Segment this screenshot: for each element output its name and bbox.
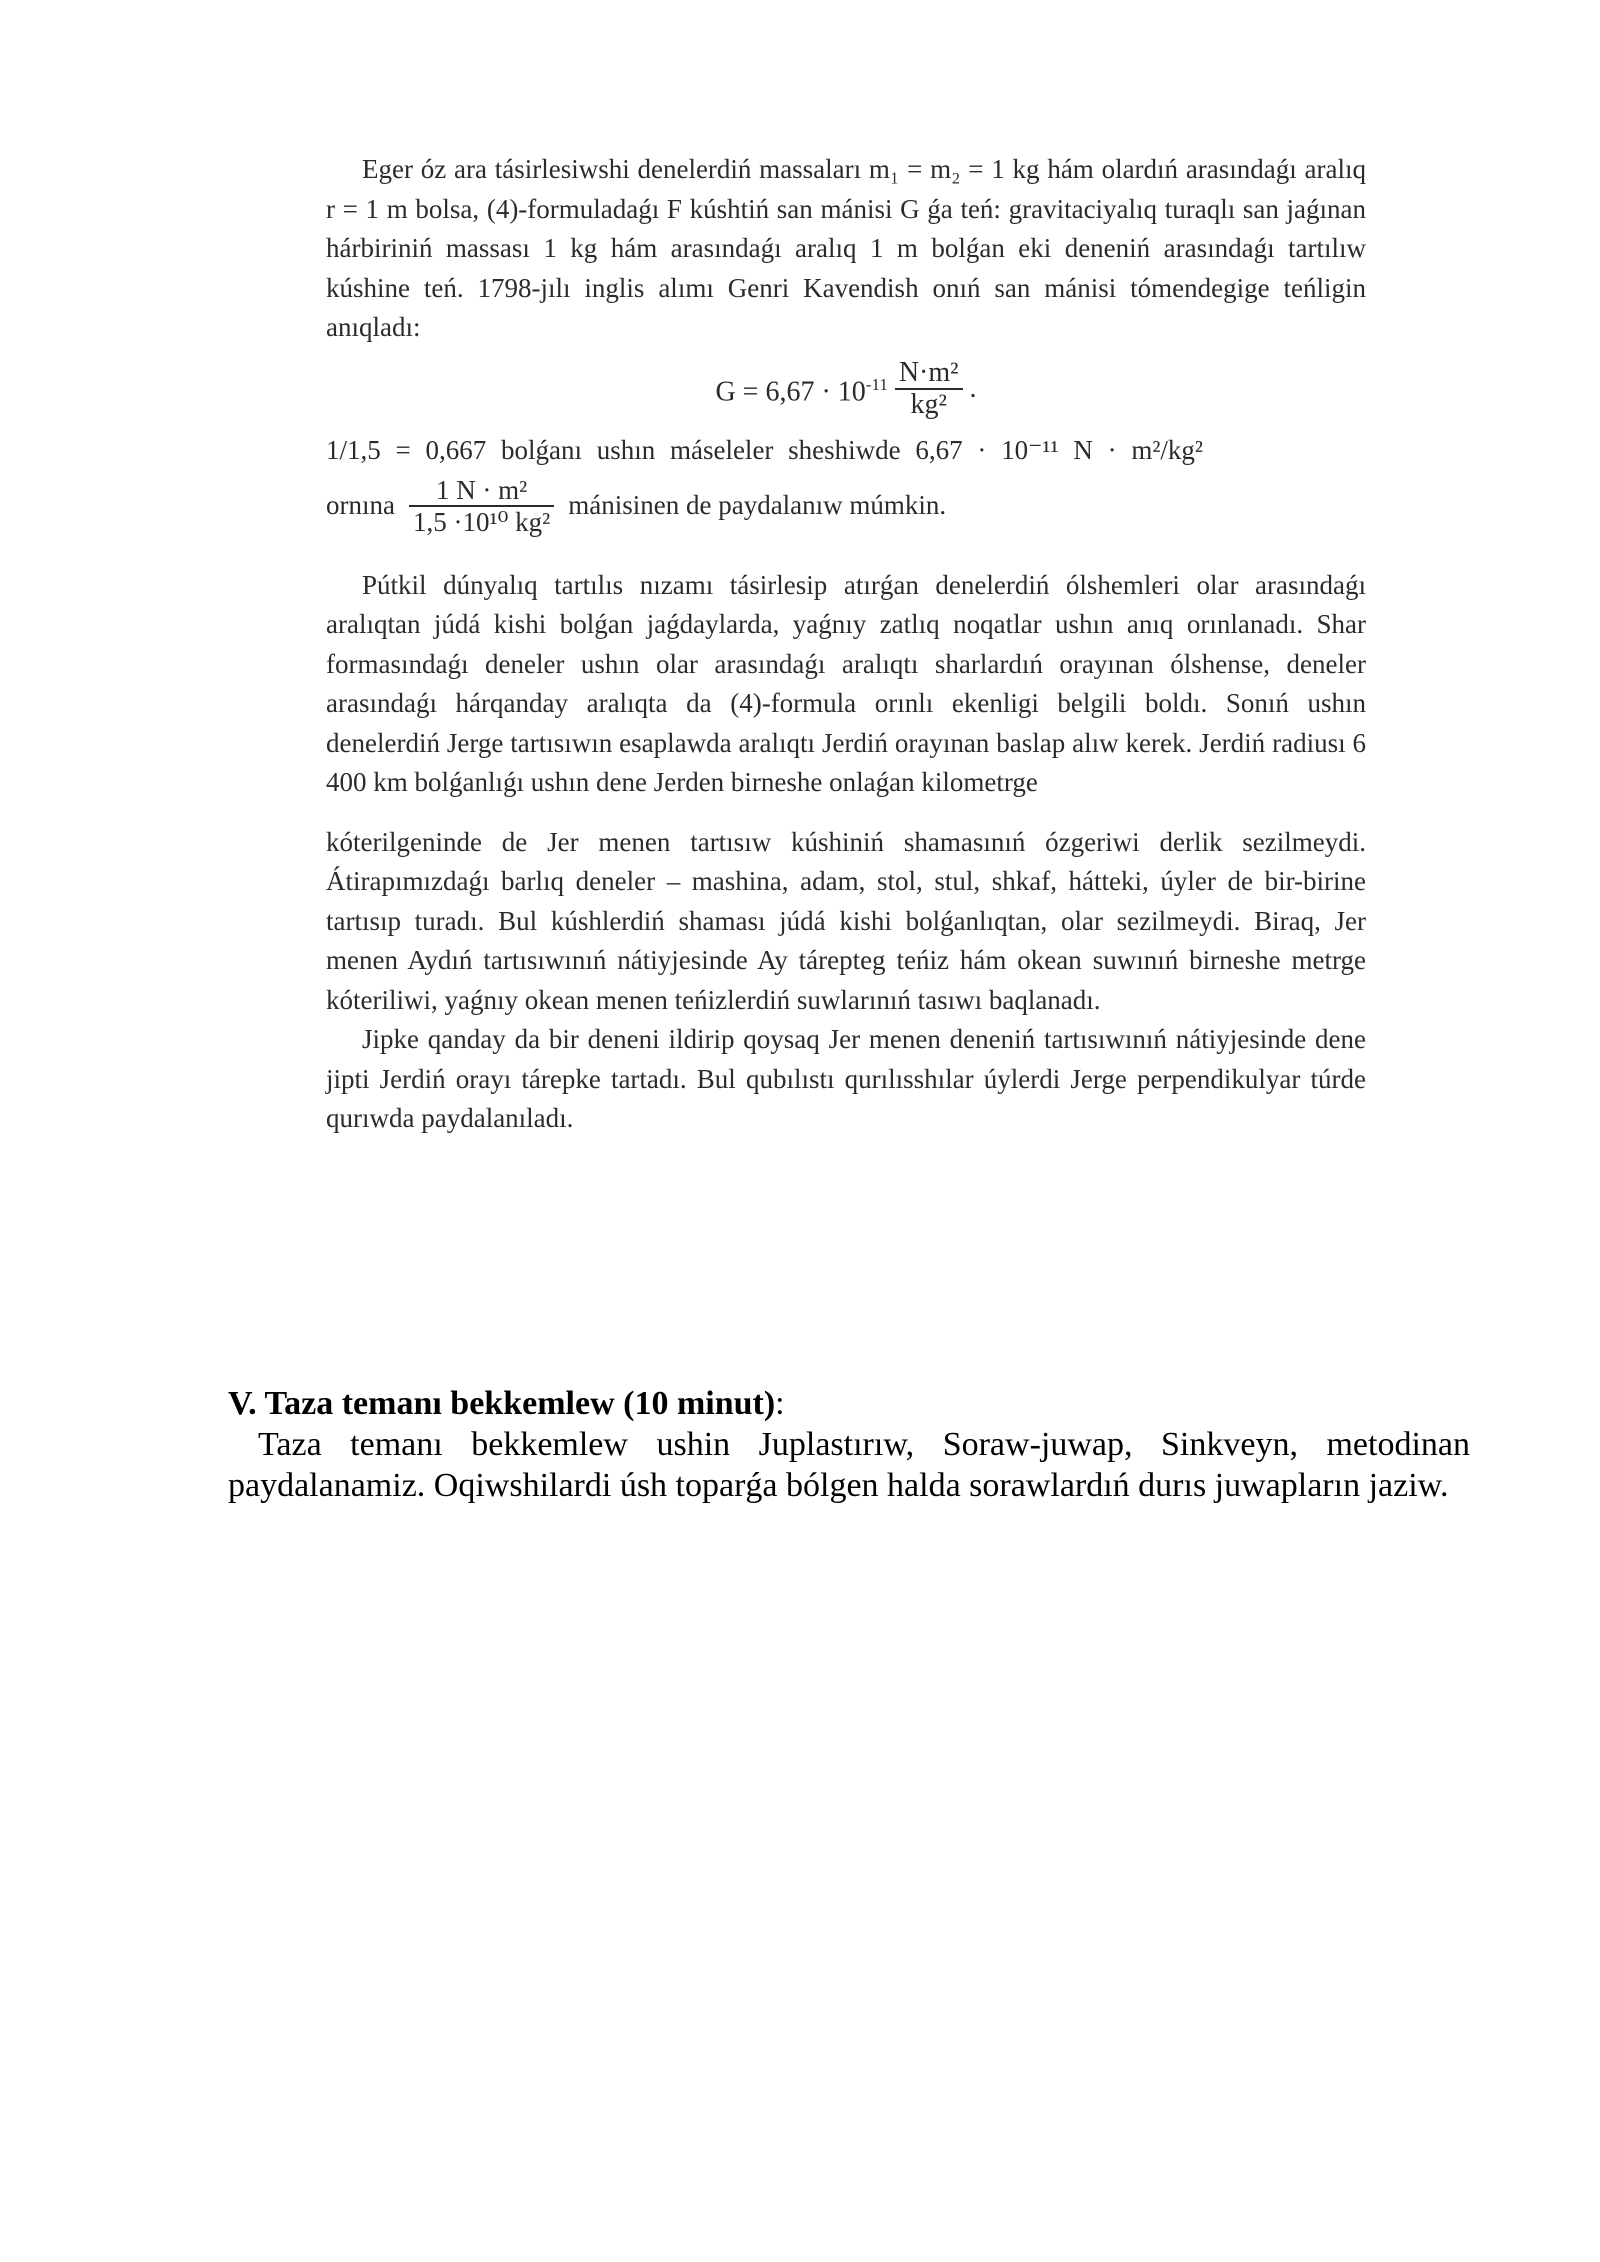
paragraph-everyday-attraction: kóterilgeninde de Jer menen tartısıw kúshiniń shamasınıń ózgeriwi derlik sezilmeydi. Átirapımızdaǵı barlıq deneler – mashina, adam, stol, stul, shkaf, hátteki, úyler de bir-birine tartısıp turadı. Bul kúshlerdiń shaması júdá kishi bolǵanlıqtan, olar sezilmeydi. Biraq, Jer menen Aydıń tartısıwınıń nátiyjesinde Ay tárepteg teńiz hám okean suwınıń birneshe metrge kóteriliwi, yaǵnıy okean menen teńizlerdiń suwlarınıń tasıwı baqlanadı.	[326, 826, 1366, 1015]
alternative-value-line	[326, 470, 1366, 542]
paragraph-plumb-line: Jipke qanday da bir deneni ildirip qoysaq Jer menen deneniń tartısıwınıń nátiyjesinde dene jipti Jerdiń orayı tárepke tartadı. Bul qubılıstı qurılısshılar úylerdi Jerge perpendikulyar túrde qurıwda paydalanıladı.	[326, 1024, 1366, 1133]
scanned-textbook-excerpt	[326, 150, 1366, 1139]
section-heading: V. Taza temanı bekkemlew (10 minut):	[228, 1385, 785, 1422]
paragraph-universal-gravitation: Pútkil dúnyalıq tartılıs nızamı tásirlesip atırǵan denelerdiń ólshemleri olar arasındaǵı aralıqtan júdá kishi bolǵan jaǵdaylarda, yaǵnıy zatlıq noqatlar ushın anıq orınlanadı. Shar formasındaǵı deneler ushın olar arasındaǵı aralıqtı sharlardıń orayınan ólshense, deneler arasındaǵı hárqanday aralıqta da (4)-formula orınlı ekenligi belgili boldı. Sonıń ushın denelerdiń Jerge tartısıwın esaplawda aralıqtı Jerdiń orayınan baslap alıw kerek. Jerdiń radiusı 6 400 km bolǵanlıǵı ushın dene Jerden birneshe onlaǵan kilometrge	[326, 569, 1366, 797]
alternative-denominator: 1,5 ·10¹⁰ kg²	[412, 506, 551, 537]
formula-denominator: kg²	[910, 388, 947, 420]
formula-period: .	[969, 372, 977, 404]
note-line: 1/1,5 = 0,667 bolǵanı ushın máseleler sheshiwde 6,67 · 10⁻¹¹ N · m²/kg²	[326, 434, 1204, 465]
lesson-section-v	[228, 1383, 1470, 1506]
formula-fraction	[895, 358, 963, 420]
alternative-fraction	[409, 475, 554, 537]
ornina-word: ornına	[326, 489, 395, 520]
section-body: Taza temanı bekkemlew ushin Juplastırıw, Soraw-juwap, Sinkveyn, metodinan paydalanamiz. Oqiwshilardi úsh toparǵa bólgen halda sorawlardıń durıs juwapların jaziw.	[228, 1426, 1470, 1504]
alternative-numerator: 1 N · m²	[409, 475, 554, 507]
ornina-tail: mánisinen de paydalanıw múmkin.	[568, 489, 947, 520]
formula-gravitational-constant	[326, 358, 1366, 424]
paragraph-gravitational-constant: Eger óz ara tásirlesiwshi denelerdiń massaları m₁ = m₂ = 1 kg hám olardıń arasındaǵı aralıq r = 1 m bolsa, (4)-formuladaǵı F kúshtiń san mánisi G ǵa teń: gravitaciyalıq turaqlı san jaǵınan hárbiriniń massası 1 kg hám arasındaǵı aralıq 1 m bolǵan eki deneniń arasındaǵı tartılıw kúshine teń. 1798-jılı inglis alımı Genri Kavendish onıń san mánisi tómendegige teńligin anıqladı:	[326, 154, 1366, 342]
formula-lhs: $G = 6,67 \cdot 10^{-11}$	[715, 375, 888, 408]
formula-numerator: N·m²	[895, 358, 963, 390]
formula-exponent: -11	[865, 375, 888, 395]
paragraph-gap	[326, 803, 1366, 823]
